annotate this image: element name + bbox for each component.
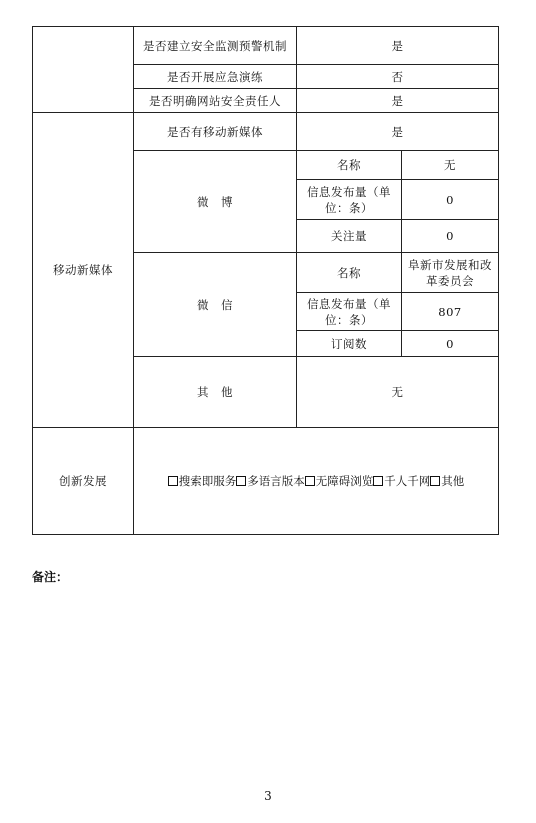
weibo-posts-label: 信息发布量（单位：条） [297,180,402,220]
wechat-label: 微 信 [134,253,297,357]
has-mobile-media-label: 是否有移动新媒体 [134,113,297,151]
wechat-subscribers-value: 0 [402,331,499,357]
checkbox-icon [373,476,383,486]
security-section-cell [33,27,134,113]
innovation-option[interactable]: 搜索即服务 [168,474,237,488]
security-responsible-value: 是 [297,89,499,113]
has-mobile-media-value: 是 [297,113,499,151]
weibo-name-value: 无 [402,151,499,180]
weibo-posts-value: 0 [402,180,499,220]
monitoring-warning-label: 是否建立安全监测预警机制 [134,27,297,65]
emergency-drill-label: 是否开展应急演练 [134,65,297,89]
innovation-section-label: 创新发展 [33,428,134,535]
weibo-followers-value: 0 [402,220,499,253]
innovation-option[interactable]: 千人千网 [373,474,430,488]
weibo-name-label: 名称 [297,151,402,180]
checkbox-icon [236,476,246,486]
weibo-followers-label: 关注量 [297,220,402,253]
emergency-drill-value: 否 [297,65,499,89]
wechat-name-label: 名称 [297,253,402,293]
wechat-posts-value: 807 [402,293,499,331]
checkbox-icon [430,476,440,486]
website-report-table [32,26,499,535]
monitoring-warning-value: 是 [297,27,499,65]
other-media-label: 其 他 [134,357,297,428]
checkbox-icon [168,476,178,486]
weibo-label: 微 博 [134,151,297,253]
other-media-value: 无 [297,357,499,428]
page-number: 3 [264,789,272,803]
wechat-name-value: 阜新市发展和改革委员会 [402,253,499,293]
note-label: 备注： [32,570,69,584]
innovation-options [168,473,465,489]
innovation-option[interactable]: 多语言版本 [236,474,305,488]
wechat-posts-label: 信息发布量（单位：条） [297,293,402,331]
checkbox-icon [305,476,315,486]
innovation-option[interactable]: 其他 [430,474,464,488]
wechat-subscribers-label: 订阅数 [297,331,402,357]
innovation-option[interactable]: 无障碍浏览 [305,474,374,488]
mobile-media-section-label: 移动新媒体 [33,113,134,428]
security-responsible-label: 是否明确网站安全责任人 [134,89,297,113]
innovation-options-cell [134,428,499,535]
